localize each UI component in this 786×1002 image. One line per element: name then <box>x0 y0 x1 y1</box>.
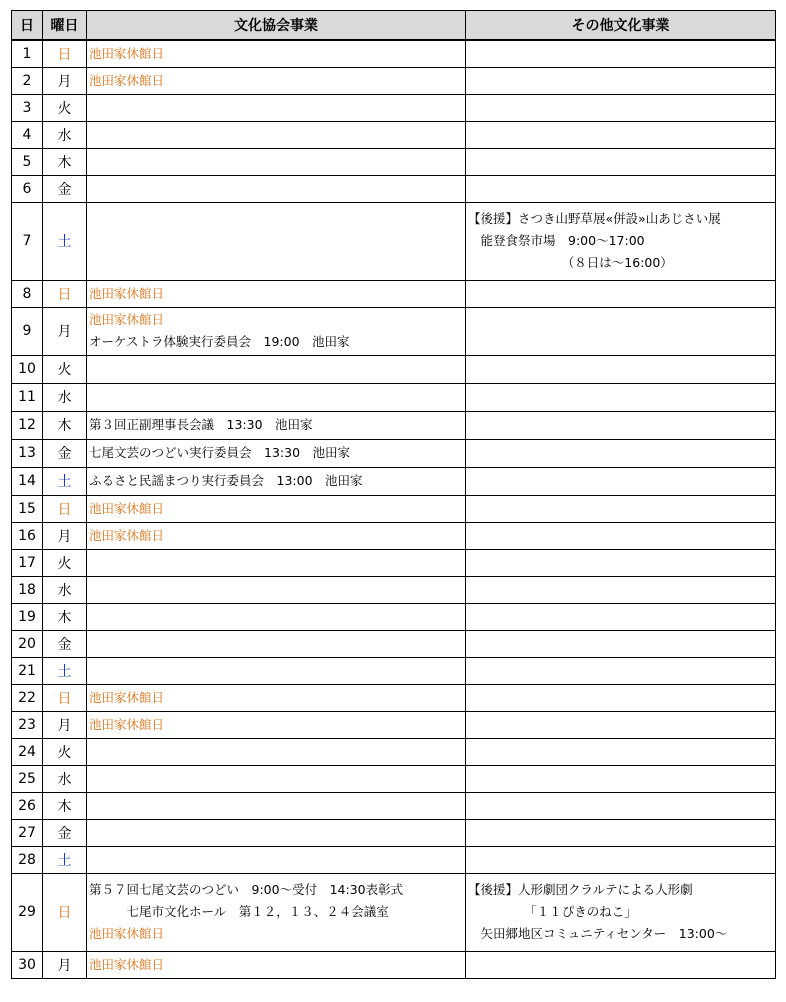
day-number: 5 <box>12 148 43 175</box>
table-row <box>12 846 776 873</box>
day-number: 7 <box>12 202 43 280</box>
other-culture-cell <box>466 549 776 576</box>
culture-association-cell <box>87 951 466 978</box>
table-row <box>12 495 776 522</box>
culture-association-cell <box>87 94 466 121</box>
event-line: 池田家休館日 <box>89 527 165 543</box>
culture-association-cell <box>87 307 466 355</box>
other-culture-cell <box>466 175 776 202</box>
other-culture-cell <box>466 495 776 522</box>
day-number: 20 <box>12 630 43 657</box>
day-number: 16 <box>12 522 43 549</box>
day-number: 13 <box>12 439 43 467</box>
other-culture-cell <box>466 121 776 148</box>
culture-association-cell <box>87 467 466 495</box>
weekday: 月 <box>43 67 87 94</box>
weekday: 土 <box>43 467 87 495</box>
weekday: 日 <box>43 495 87 522</box>
table-row <box>12 355 776 383</box>
culture-association-cell <box>87 738 466 765</box>
day-number: 21 <box>12 657 43 684</box>
event-line: 池田家休館日 <box>89 689 165 705</box>
culture-association-cell <box>87 657 466 684</box>
culture-association-cell <box>87 873 466 951</box>
other-culture-cell <box>466 765 776 792</box>
day-number: 6 <box>12 175 43 202</box>
day-number: 30 <box>12 951 43 978</box>
table-row <box>12 202 776 280</box>
table-row <box>12 439 776 467</box>
event-line: 第５７回七尾文芸のつどい 9:00～受付 14:30表彰式 <box>89 882 404 897</box>
day-number: 27 <box>12 819 43 846</box>
other-culture-cell <box>466 711 776 738</box>
weekday: 水 <box>43 383 87 411</box>
event-line: 【後援】さつき山野草展«併設»山あじさい展 <box>468 211 721 226</box>
weekday: 金 <box>43 819 87 846</box>
table-row <box>12 951 776 978</box>
other-culture-cell <box>466 630 776 657</box>
event-line: 池田家休館日 <box>89 956 165 972</box>
event-line: 池田家休館日 <box>89 72 165 88</box>
other-culture-cell <box>466 411 776 439</box>
day-number: 26 <box>12 792 43 819</box>
weekday: 月 <box>43 951 87 978</box>
table-row <box>12 792 776 819</box>
header-culture-association: 文化協会事業 <box>87 11 466 41</box>
culture-association-cell <box>87 439 466 467</box>
header-weekday: 曜日 <box>43 11 87 41</box>
day-number: 8 <box>12 280 43 307</box>
weekday: 日 <box>43 280 87 307</box>
other-culture-cell <box>466 738 776 765</box>
culture-association-cell <box>87 67 466 94</box>
table-row <box>12 307 776 355</box>
event-line: （８日は～16:00） <box>468 255 673 270</box>
day-number: 4 <box>12 121 43 148</box>
event-line: 池田家休館日 <box>89 926 165 941</box>
day-number: 11 <box>12 383 43 411</box>
table-row <box>12 711 776 738</box>
weekday: 月 <box>43 711 87 738</box>
other-culture-cell <box>466 951 776 978</box>
day-number: 25 <box>12 765 43 792</box>
table-row <box>12 603 776 630</box>
weekday: 土 <box>43 202 87 280</box>
culture-association-cell <box>87 148 466 175</box>
weekday: 火 <box>43 355 87 383</box>
other-culture-cell <box>466 684 776 711</box>
weekday: 火 <box>43 94 87 121</box>
culture-association-cell <box>87 792 466 819</box>
weekday: 月 <box>43 522 87 549</box>
table-row <box>12 549 776 576</box>
day-number: 22 <box>12 684 43 711</box>
weekday: 月 <box>43 307 87 355</box>
culture-association-cell <box>87 411 466 439</box>
table-row <box>12 94 776 121</box>
other-culture-cell <box>466 40 776 67</box>
culture-association-cell <box>87 522 466 549</box>
other-culture-cell <box>466 67 776 94</box>
culture-association-cell <box>87 549 466 576</box>
event-line: 七尾文芸のつどい実行委員会 13:30 池田家 <box>89 445 351 460</box>
weekday: 土 <box>43 657 87 684</box>
weekday: 日 <box>43 873 87 951</box>
table-row <box>12 280 776 307</box>
weekday: 金 <box>43 439 87 467</box>
table-row <box>12 148 776 175</box>
weekday: 木 <box>43 411 87 439</box>
table-row <box>12 121 776 148</box>
other-culture-cell <box>466 792 776 819</box>
other-culture-cell <box>466 355 776 383</box>
event-line: 矢田郷地区コミュニティセンター 13:00～ <box>468 926 728 941</box>
other-culture-cell <box>466 522 776 549</box>
day-number: 2 <box>12 67 43 94</box>
weekday: 火 <box>43 738 87 765</box>
weekday: 木 <box>43 148 87 175</box>
event-line: オーケストラ体験実行委員会 19:00 池田家 <box>89 334 350 349</box>
day-number: 14 <box>12 467 43 495</box>
table-row <box>12 657 776 684</box>
day-number: 1 <box>12 40 43 67</box>
event-line: 池田家休館日 <box>89 716 165 732</box>
table-row <box>12 67 776 94</box>
culture-association-cell <box>87 846 466 873</box>
event-line: 「１１ぴきのねこ」 <box>468 904 637 919</box>
culture-association-cell <box>87 819 466 846</box>
day-number: 15 <box>12 495 43 522</box>
weekday: 金 <box>43 175 87 202</box>
day-number: 24 <box>12 738 43 765</box>
culture-association-cell <box>87 40 466 67</box>
weekday: 土 <box>43 846 87 873</box>
table-row <box>12 576 776 603</box>
weekday: 水 <box>43 765 87 792</box>
day-number: 18 <box>12 576 43 603</box>
other-culture-cell <box>466 94 776 121</box>
event-line: 池田家休館日 <box>89 45 165 61</box>
day-number: 12 <box>12 411 43 439</box>
day-number: 17 <box>12 549 43 576</box>
culture-association-cell <box>87 383 466 411</box>
other-culture-cell <box>466 846 776 873</box>
culture-association-cell <box>87 603 466 630</box>
culture-association-cell <box>87 711 466 738</box>
other-culture-cell <box>466 467 776 495</box>
event-line: 七尾市文化ホール 第１２，１３、２４会議室 <box>89 904 389 919</box>
table-row <box>12 411 776 439</box>
weekday: 火 <box>43 549 87 576</box>
event-line: 池田家休館日 <box>89 312 165 327</box>
table-row <box>12 522 776 549</box>
culture-association-cell <box>87 280 466 307</box>
event-line: ふるさと民謡まつり実行委員会 13:00 池田家 <box>89 473 363 488</box>
weekday: 日 <box>43 40 87 67</box>
culture-association-cell <box>87 684 466 711</box>
other-culture-cell <box>466 576 776 603</box>
event-line: 池田家休館日 <box>89 500 165 516</box>
other-culture-cell <box>466 280 776 307</box>
day-number: 28 <box>12 846 43 873</box>
schedule-table <box>11 10 776 979</box>
other-culture-cell <box>466 603 776 630</box>
culture-association-cell <box>87 355 466 383</box>
event-line: 第３回正副理事長会議 13:30 池田家 <box>89 417 313 432</box>
culture-association-cell <box>87 765 466 792</box>
table-row <box>12 40 776 67</box>
day-number: 29 <box>12 873 43 951</box>
event-line: 能登食祭市場 9:00～17:00 <box>468 233 645 248</box>
day-number: 19 <box>12 603 43 630</box>
culture-association-cell <box>87 202 466 280</box>
header-day: 日 <box>12 11 43 41</box>
event-line: 池田家休館日 <box>89 285 165 301</box>
table-row <box>12 765 776 792</box>
weekday: 金 <box>43 630 87 657</box>
weekday: 木 <box>43 603 87 630</box>
culture-association-cell <box>87 175 466 202</box>
table-row <box>12 684 776 711</box>
weekday: 水 <box>43 576 87 603</box>
other-culture-cell <box>466 307 776 355</box>
table-row <box>12 467 776 495</box>
other-culture-cell <box>466 383 776 411</box>
other-culture-cell <box>466 439 776 467</box>
culture-association-cell <box>87 121 466 148</box>
day-number: 9 <box>12 307 43 355</box>
weekday: 日 <box>43 684 87 711</box>
header-row <box>12 11 776 41</box>
weekday: 水 <box>43 121 87 148</box>
header-other-culture: その他文化事業 <box>466 11 776 41</box>
weekday: 木 <box>43 792 87 819</box>
table-row <box>12 873 776 951</box>
day-number: 10 <box>12 355 43 383</box>
table-row <box>12 383 776 411</box>
table-row <box>12 630 776 657</box>
table-row <box>12 819 776 846</box>
day-number: 3 <box>12 94 43 121</box>
other-culture-cell <box>466 873 776 951</box>
other-culture-cell <box>466 202 776 280</box>
event-line: 【後援】人形劇団クラルテによる人形劇 <box>468 882 693 897</box>
table-row <box>12 738 776 765</box>
culture-association-cell <box>87 576 466 603</box>
culture-association-cell <box>87 495 466 522</box>
table-row <box>12 175 776 202</box>
other-culture-cell <box>466 148 776 175</box>
other-culture-cell <box>466 657 776 684</box>
day-number: 23 <box>12 711 43 738</box>
other-culture-cell <box>466 819 776 846</box>
culture-association-cell <box>87 630 466 657</box>
